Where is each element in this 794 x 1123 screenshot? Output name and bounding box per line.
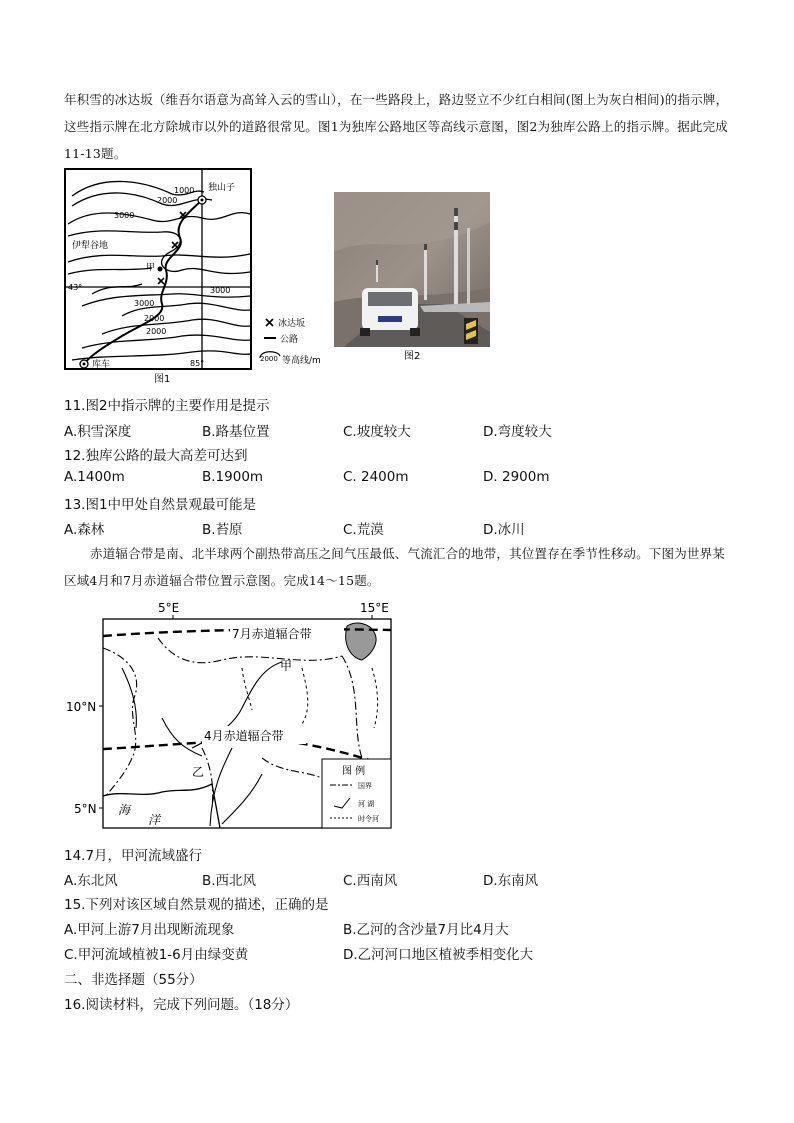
contour-label-3000: 3000	[210, 286, 231, 295]
longitude-label-5e: 5°E	[158, 601, 180, 615]
town-label-kuche: 库车	[92, 360, 111, 370]
legend-pass: 冰达坂	[278, 319, 306, 329]
figure-3-itcz-map	[62, 598, 402, 834]
july-itcz-label: 7月赤道辐合带	[232, 627, 312, 641]
question-16: 16.阅读材料，完成下列问题。（18分）	[64, 997, 299, 1013]
contour-label-3000: 3000	[114, 211, 135, 220]
latitude-label-10n: 10°N	[66, 700, 97, 714]
legend-road: 公路	[280, 335, 299, 345]
latitude-label: 43°	[68, 283, 83, 292]
q11-option-a: A.积雪深度	[64, 424, 132, 440]
q13-option-d: D.冰川	[483, 522, 525, 538]
q14-option-b: B.西北风	[202, 873, 257, 889]
sea-label-1: 海	[118, 803, 131, 817]
q11-option-b: B.路基位置	[202, 424, 270, 440]
river-label-yi: 乙	[192, 765, 205, 779]
sea-label-2: 洋	[148, 813, 161, 827]
figure-2-photo	[334, 192, 492, 364]
point-label-jia: 甲	[146, 263, 156, 273]
contour-label-3000: 3000	[134, 299, 155, 308]
legend-title: 图 例	[342, 766, 366, 777]
legend-contour: 等高线/m	[282, 356, 321, 366]
contour-label-2000: 2000	[144, 314, 165, 323]
q14-option-c: C.西南风	[343, 873, 398, 889]
q12-option-a: A.1400m	[64, 469, 125, 485]
question-13: 13.图1中甲处自然景观最可能是	[64, 497, 257, 513]
figure-2-caption: 图2	[404, 351, 421, 362]
intro-paragraph-1: 年积雪的冰达坂（维吾尔语意为高耸入云的雪山），在一些路段上，路边竖立不少红白相间(图上为灰白相间)的指示牌，这些指示牌在北方除城市以外的道路很常见。图1为独库公路地区等高线示意图，图2为独库公路上的指示牌。据此完成11-13题。	[64, 92, 729, 161]
q15-option-d: D.乙河河口地区植被季相变化大	[343, 947, 534, 963]
q13-option-c: C.荒漠	[343, 522, 384, 538]
question-15: 15.下列对该区域自然景观的描述，正确的是	[64, 897, 329, 913]
contour-label-2000: 2000	[146, 327, 167, 336]
town-label-dushanzi: 独山子	[208, 183, 236, 193]
contour-label-1000: 1000	[174, 186, 195, 195]
q11-option-c: C.坡度较大	[343, 424, 411, 440]
figure-1-caption: 图1	[154, 374, 171, 385]
q13-option-a: A.森林	[64, 522, 105, 538]
legend-border: 国界	[358, 782, 372, 790]
latitude-label-5n: 5°N	[74, 802, 97, 816]
q12-option-d: D. 2900m	[483, 469, 550, 485]
river-label-jia: 甲	[280, 659, 293, 673]
intro-paragraph-2: 赤道辐合带是南、北半球两个副热带高压之间气压最低、气流汇合的地带，其位置存在季节性移动。下图为世界某区域4月和7月赤道辐合带位置示意图。完成14～15题。	[64, 546, 726, 588]
legend-river-lake: 河 湖	[358, 800, 375, 808]
q13-option-b: B.苔原	[202, 522, 243, 538]
region-label-yili: 伊犁谷地	[72, 241, 109, 251]
question-14: 14.7月，甲河流域盛行	[64, 848, 203, 864]
q12-option-b: B.1900m	[202, 469, 264, 485]
longitude-label: 85°	[190, 359, 205, 368]
q14-option-a: A.东北风	[64, 873, 118, 889]
q14-option-d: D.东南风	[483, 873, 539, 889]
legend-seasonal-river: 时令河	[358, 815, 379, 823]
legend-contour-value: 2000	[260, 355, 278, 363]
figure-1-contour-map	[62, 166, 342, 388]
q15-option-a: A.甲河上游7月出现断流现象	[64, 922, 235, 938]
section-heading: 二、非选择题（55分）	[64, 972, 203, 988]
question-12: 12.独库公路的最大高差可达到	[64, 448, 248, 464]
question-11: 11.图2中指示牌的主要作用是提示	[64, 398, 270, 414]
april-itcz-label: 4月赤道辐合带	[204, 729, 284, 743]
longitude-label-15e: 15°E	[360, 601, 389, 615]
contour-label-2000: 2000	[157, 196, 178, 205]
q15-option-b: B.乙河的含沙量7月比4月大	[343, 922, 509, 938]
q11-option-d: D.弯度较大	[483, 424, 552, 440]
q12-option-c: C. 2400m	[343, 469, 409, 485]
q15-option-c: C.甲河流域植被1-6月由绿变黄	[64, 947, 249, 963]
